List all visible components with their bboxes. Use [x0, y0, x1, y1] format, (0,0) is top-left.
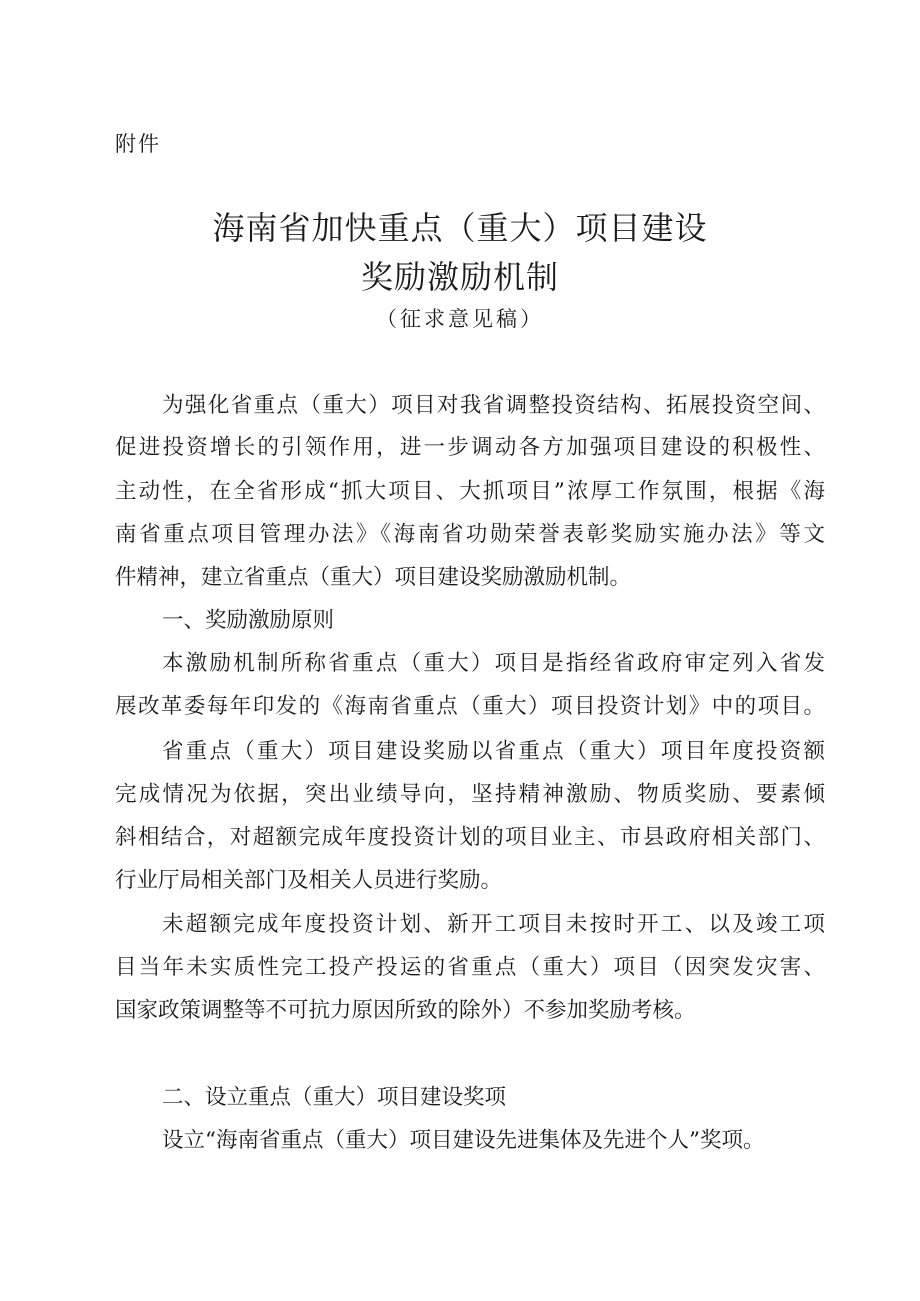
document-subtitle: （征求意见稿）	[376, 307, 544, 331]
paragraph-1-line: 件精神，建立省重点（重大）项目建设奖励激励机制。	[115, 565, 632, 590]
paragraph-4-line: 国家政策调整等不可抗力原因所致的除外）不参加奖励考核。	[115, 998, 696, 1023]
document-title-line-2: 奖励激励机制	[360, 258, 559, 296]
paragraph-4-line: 未超额完成年度投资计划、新开工项目未按时开工、以及竣工项	[162, 912, 825, 937]
document-title-line-1: 海南省加快重点（重大）项目建设	[212, 209, 708, 247]
paragraph-1-line: 南省重点项目管理办法》《海南省功勋荣誉表彰奖励实施办法》等文	[115, 522, 825, 547]
paragraph-4-line: 目当年未实质性完工投产投运的省重点（重大）项目（因突发灾害、	[115, 955, 825, 980]
section-2-heading: 二、设立重点（重大）项目建设奖项	[162, 1085, 507, 1110]
paragraph-3-line: 省重点（重大）项目建设奖励以省重点（重大）项目年度投资额	[162, 739, 825, 764]
paragraph-3-line: 行业厅局相关部门及相关人员进行奖励。	[115, 868, 503, 893]
paragraph-1-line: 为强化省重点（重大）项目对我省调整投资结构、拓展投资空间、	[162, 393, 825, 418]
paragraph-3-line: 斜相结合，对超额完成年度投资计划的项目业主、市县政府相关部门、	[115, 825, 825, 850]
paragraph-1-line: 主动性，在全省形成“抓大项目、大抓项目”浓厚工作氛围，根据《海	[115, 479, 825, 504]
paragraph-2-line: 本激励机制所称省重点（重大）项目是指经省政府审定列入省发	[162, 651, 825, 676]
paragraph-1-line: 促进投资增长的引领作用，进一步调动各方加强项目建设的积极性、	[115, 435, 825, 460]
paragraph-5-line: 设立“海南省重点（重大）项目建设先进集体及先进个人”奖项。	[162, 1128, 765, 1153]
paragraph-3-line: 完成情况为依据，突出业绩导向，坚持精神激励、物质奖励、要素倾	[115, 782, 825, 807]
section-1-heading: 一、奖励激励原则	[162, 608, 335, 633]
attachment-label: 附件	[115, 132, 161, 156]
paragraph-2-line: 展改革委每年印发的《海南省重点（重大）项目投资计划》中的项目。	[115, 694, 825, 719]
